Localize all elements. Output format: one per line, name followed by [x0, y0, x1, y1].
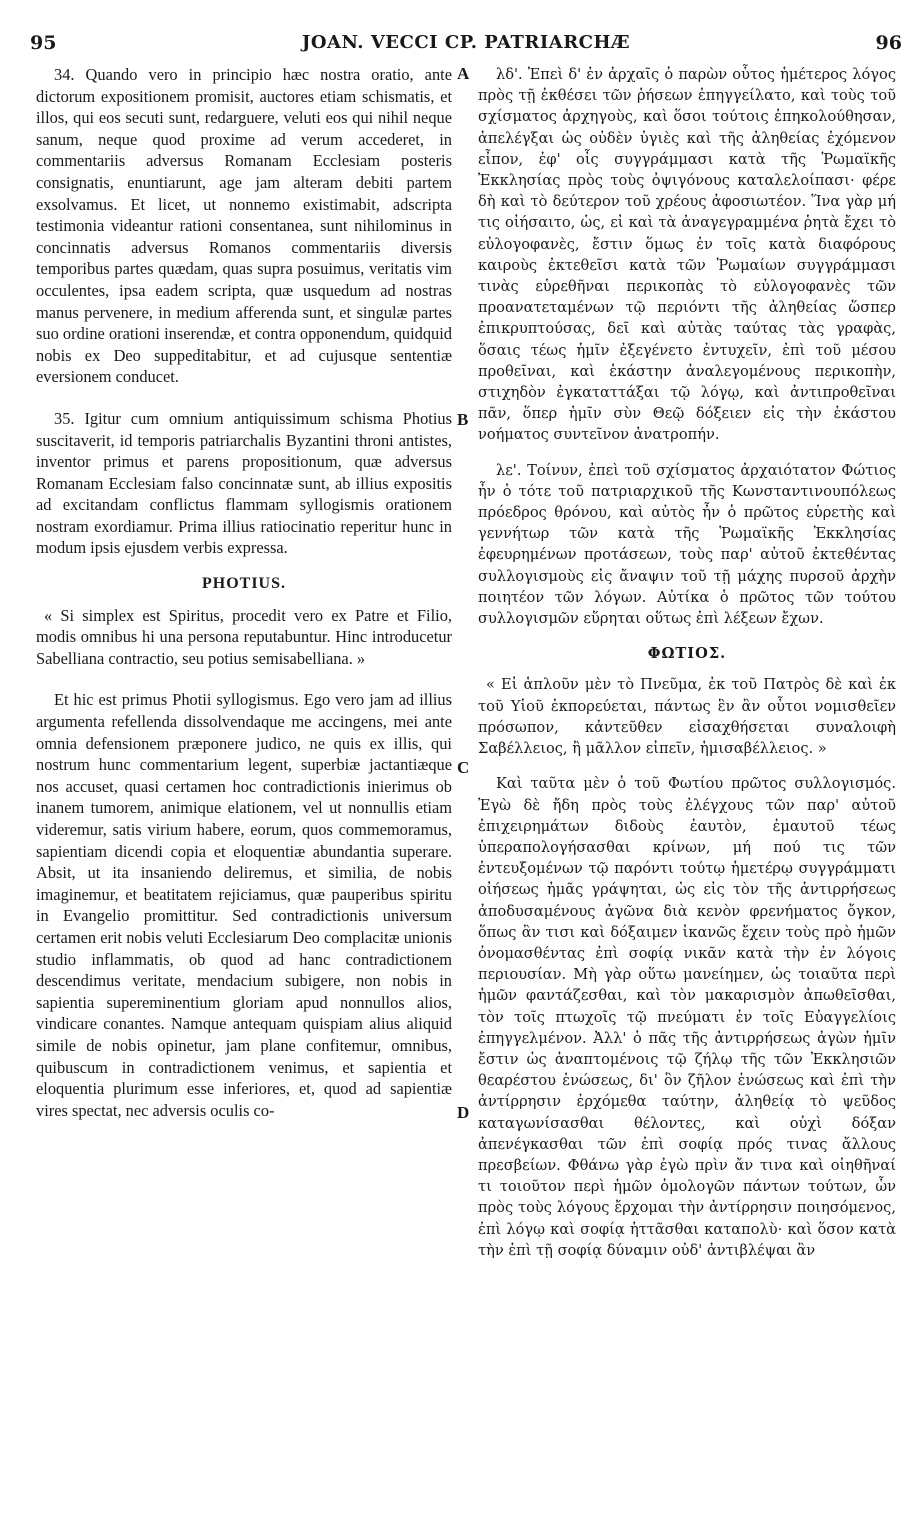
latin-quote: « Si simplex est Spiritus, procedit vero ex Patre et Filio, modis omnibus hi una persona reputabuntur. Hinc introducetur Sabelliana contractio, seu potius semisabelliana. »	[36, 605, 452, 668]
greek-paragraph-34: λδ'. Ἐπεὶ δ' ἐν ἀρχαῖς ὁ παρὼν οὗτος ἡμέτερος λόγος πρὸς τῇ ἐκθέσει τῶν ῥήσεων ἐπηγγείλατο, καὶ τοὺς τοῦ σχίσματος ἀρχηγοὺς, καὶ ὅσοι τούτοις ἐπηκολούθησαν, ἀπελέγξαι ὡς οὐδὲν ὑγιὲς καὶ τῆς ἀληθείας ἐχόμενον εἶπον, ἐφ' οἷς συγγράμμασι κατὰ τῆς Ῥωμαϊκῆς Ἐκκλησίας πρὸς τοὺς ὀψιγόνους καταλελοίπασι· φέρε δὴ καὶ τὸ δεύτερον τοῦ χρέους ἀφοσιωτέον. Ἵνα γὰρ μή τις οἰήσαιτο, ὡς, εἰ καὶ τὰ ἀναγεγραμμένα ῥητὰ ἔχει τὸ εὐλογοφανὲς, ἔστιν ὅμως ἐν τοῖς κατὰ διαφόρους καιροὺς ἐκτεθεῖσι κατὰ τῶν Ῥωμαίων συγγράμμασι τινὰς εὑρεθῆναι περικοπὰς τὸ εὐλογοφανὲς τῶν προανατεταμένων τῷ περιόντι τῆς ἀληθείας ὥσπερ ἐπικρυπτούσας, δεῖ καὶ αὐτὰς ταύτας τὰς γραφὰς, ὅσαις τέως ἡμῖν ἐξεγένετο ἐντυχεῖν, ἐπὶ τοῦ μέσου προθεῖναι, καὶ ἑκάστην ἀναλεγομένους περικοπὴν, στιχηδὸν ἐγκαταττάξαι τῷ λόγῳ, καὶ ἀντιπροθεῖναι πᾶν, ὅπερ ἡμῖν σὺν Θεῷ δόξειεν εἰς τὴν ἑκάστου νοήματος συντεῖνον ἀνατροπήν.	[478, 66, 896, 444]
latin-paragraph-34: 34. Quando vero in principio hæc nostra oratio, ante dictorum expositionem promisit, auctores etiam schismatis, et illos, qui eos secuti sunt, redarguere, veluti eos qui nihil neque sanum, neque quod proxime ad verum accederet, in commentariis adversus Romanam Ecclesiam posteris consignatis, enuntiarunt, age jam alteram debiti partem exsolvamus. Et licet, ut nonnemo existimabit, adscripta testimonia videantur rationi consentanea, sunt nihilominus in concinnatis adversus Romanos commentariis diversis temporibus partes quædam, quas supra posuimus, veritatis vim occulentes, ipsa eadem scripta, quæ usquedum ad nostras manus pervenere, in medium afferenda sunt, et singulæ partes suo ordine orationi inserendæ, et contra opponendum, quidquid nobis ex Deo suppeditabitur, et ad cujusque sententiæ eversionem conducet.	[36, 65, 452, 387]
latin-paragraph-after: Et hic est primus Photii syllogismus. Ego vero jam ad illius argumenta refellenda dissolvendaque me accingens, mei ante omnia defensionem præponere judico, ne quis ex illis, qui nostrum hunc commentarium legent, superbiæ jactantiæque nos accuset, quasi certamen hoc contradictionis inierimus ob inanem tumorem, animique elationem, vel ut nonnullis etiam videremur, satis virium habere, eorum, quos commemoramus, sapientiam dicendi copia et eloquentiæ abundantia superare. Absit, ut ita insaniendo deliremus, et similia, de nobis imaginemur, et beatitatem rejiciamus, quæ pauperibus spiritu in Evangelio promittitur. Sed contradictionis universum certamen erit nobis veluti Ecclesiarum Deo complacitæ unionis studio inflammatis, ob quod ad hanc contradictionem descendimus veritate, mendacium subigere, non nobis in sapientia supereminentium gloriam apud nonnullos alios, vindicare conantes. Namque antequam quispiam alius aliquid simile de nobis opinetur, jam plane confitemur, omnibus, quibuscum in contradictionem venimus, et sapientia et eloquentia plurimum esse inferiores, et, quod ad sapientiæ vires spectat, nec adversis oculis co-	[36, 690, 452, 1120]
margin-marker-c: C	[457, 758, 470, 777]
greek-column	[478, 64, 896, 1530]
page-number-left: 95	[30, 32, 57, 54]
latin-paragraph-35: 35. Igitur cum omnium antiquissimum schisma Photius suscitaverit, id temporis patriarchalis Byzantini throni antistes, inventor primus et parens propositionum, quæ adversus Romanam Ecclesiam falso concinnatæ sunt, ab illius expositis ad excitandam conflictus flammam syllogismis orationem nostram exordiamur. Prima illius ratiocinatio reperitur hunc in modum ipsis ejusdem verbis expressa.	[36, 408, 452, 558]
margin-marker-a: A	[457, 64, 470, 83]
running-header	[30, 32, 902, 58]
page-number-right: 96	[875, 32, 902, 54]
greek-paragraph-after: Καὶ ταῦτα μὲν ὁ τοῦ Φωτίου πρῶτος συλλογισμός. Ἐγὼ δὲ ἤδη πρὸς τοὺς ἐλέγχους τῶν παρ' αὐτοῦ ἐπιχειρημάτων διδοὺς ἐαυτὸν, ἐμαυτοῦ τέως ὑπεραπολογήσασθαι κρίνων, μή πού τις τῶν ἐντευξομένων τῷ παρόντι τούτῳ ἡμετέρῳ συγγράμματι οἰήσεως ἡμᾶς γράψηται, ὡς εἰς τὸν τῆς ἀντιρρήσεως ἀποδυσαμένους ἀγῶνα διὰ κενὸν φρενήματος ὄγκον, ὅπως ἂν τισι καὶ δόξαιμεν ἱκανῶς ἔχειν τοὺς πρὸ ἡμῶν ὀνομασθέντας ἐπὶ σοφίᾳ νικᾶν κατὰ τὴν ἐν λόγοις περιουσίαν. Μὴ γὰρ οὕτω μανείημεν, ὡς τοιαῦτα περὶ ἡμῶν φαντάζεσθαι, καὶ τὸν μακαρισμὸν ἀπωθεῖσθαι, τὸν τοῖς πτωχοῖς τῷ πνεύματι ἐν τοῖς Εὐαγγελίοις ἐπηγγελμένον. Ἀλλ' ὁ πᾶς τῆς ἀντιρρήσεως ἀγὼν ἡμῖν ἔστιν ὡς ἀναπτομένοις τῷ ζήλῳ τῆς τῶν Ἐκκλησιῶν θεαρέστου ἑνώσεως, δι' ὃν ζῆλον ἑνώσεως καὶ ἐπὶ τὴν ἀντίρρησιν ἐρχόμεθα ταύτην, ἀληθείᾳ τὸ ψεῦδος καταγωνίσασθαι θέλοντες, καὶ οὐχὶ δόξαν ἀπενέγκασθαι τῶν ἐπὶ σοφίᾳ πρός τινας ἄλλους πρεσβείων. Φθάνω γὰρ ἐγὼ πρὶν ἄν τινα καὶ οἰηθῆναί τι τοιοῦτον περὶ ἡμῶν ὁμολογῶν πάντων τούτων, ὧν πρὸς τοὺς λόγους ἔρχομαι τὴν ἀντίρρησιν ποιησόμενος, ἐπὶ λόγῳ καὶ σοφίᾳ ἡττᾶσθαι καταπολὺ· καὶ ὅσον κατὰ τὴν ἐπὶ τῇ σοφίᾳ δύναμιν οὐδ' ἀντιβλέψαι ἂν	[478, 775, 896, 1259]
greek-quote: « Εἰ ἁπλοῦν μὲν τὸ Πνεῦμα, ἐκ τοῦ Πατρὸς δὲ καὶ ἐκ τοῦ Υἱοῦ ἐκπορεύεται, πάντως ἓν ἂν οὗτοι νομισθεῖεν πρόσωπον, κἀντεῦθεν εἰσαχθήσεται συναλοιφὴ Σαβέλλειος, ἢ μᾶλλον εἰπεῖν, ἡμισαβέλλειος. »	[478, 676, 896, 758]
greek-paragraph-35: λε'. Τοίνυν, ἐπεὶ τοῦ σχίσματος ἀρχαιότατον Φώτιος ἦν ὁ τότε τοῦ πατριαρχικοῦ τῆς Κωνσταντινουπόλεως πρόεδρος θρόνου, καὶ αὐτὸς ἦν ὁ πρῶτος εὑρετὴς καὶ γεννήτωρ τῶν κατὰ τῆς Ῥωμαϊκῆς Ἐκκλησίας ἐφευρημένων προτάσεων, τοὺς παρ' αὐτοῦ ἐκτεθέντας συλλογισμοὺς εἰς ἄναψιν τοῦ τῇ μάχης πυρσοῦ ἀρχὴν ποιητέον τῶν λόγων. Αὐτίκα ὁ πρῶτος τῶν τούτου συλλογισμῶν εὕρηται οὕτως ἐπὶ λέξεων ἔχων.	[478, 461, 896, 628]
running-title: JOAN. VECCI CP. PATRIARCHÆ	[301, 32, 631, 53]
margin-marker-d: D	[457, 1103, 470, 1122]
latin-heading-photius: PHOTIUS.	[201, 575, 286, 593]
latin-column	[36, 64, 452, 1530]
margin-marker-b: B	[457, 410, 469, 429]
greek-heading-photios: ΦΩΤΙΟΣ.	[647, 645, 727, 663]
